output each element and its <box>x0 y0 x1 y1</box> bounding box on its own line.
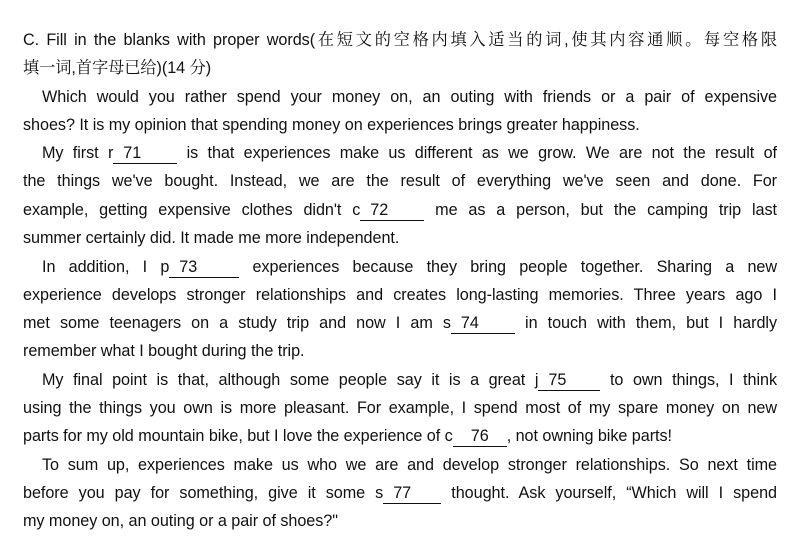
blank-77[interactable]: 77 <box>383 483 441 504</box>
paragraph-2-line-1 <box>42 139 777 167</box>
paragraph-2-line-3 <box>23 196 777 224</box>
text-after-blank: in touch with them, but I hardly <box>514 314 777 332</box>
text-before-blank: met some teenagers on a study trip and now I am s <box>23 314 451 332</box>
paragraph-1-line-2: shoes? It is my opinion that spending money on experiences brings greater happiness. <box>23 116 640 134</box>
blank-76[interactable]: 76 <box>453 426 507 447</box>
paragraph-5-line-2 <box>23 479 777 507</box>
text-after-blank: me as a person, but the camping trip last <box>424 201 777 219</box>
text-after-blank: , not owning bike parts! <box>506 427 672 445</box>
paragraph-4-line-1 <box>42 366 777 394</box>
text-after-blank: to own things, I think <box>600 371 777 389</box>
paragraph-2-line-4: summer certainly did. It made me more independent. <box>23 229 400 247</box>
blank-74[interactable]: 74 <box>451 313 515 334</box>
paragraph-4-line-2: using the things you own is more pleasant. For example, I spend most of my spare money on new <box>23 399 777 417</box>
paragraph-4-line-3 <box>23 422 777 450</box>
paragraph-3-line-4: remember what I bought during the trip. <box>23 342 305 360</box>
blank-71[interactable]: 71 <box>113 143 177 164</box>
text-after-blank: thought. Ask yourself, “Which will I spend <box>441 484 777 502</box>
paragraph-5-line-3: my money on, an outing or a pair of shoes?" <box>23 512 338 530</box>
blank-75[interactable]: 75 <box>538 370 600 391</box>
text-before-blank: parts for my old mountain bike, but I love the experience of c <box>23 427 453 445</box>
paragraph-5-line-1: To sum up, experiences make us who we are and develop stronger relationships. So next time <box>42 456 777 474</box>
paragraph-3-line-1 <box>42 253 777 281</box>
blank-73[interactable]: 73 <box>169 257 239 278</box>
text-after-blank: experiences because they bring people together. Sharing a new <box>239 258 777 276</box>
text-before-blank: before you pay for something, give it some s <box>23 484 384 502</box>
text-before-blank: My first r <box>42 144 114 162</box>
text-before-blank: example, getting expensive clothes didn't c <box>23 201 361 219</box>
paragraph-3-line-3 <box>23 309 777 337</box>
blank-72[interactable]: 72 <box>360 200 424 221</box>
text-after-blank: is that experiences make us different as we grow. We are not the result of <box>177 144 777 162</box>
paragraph-2-line-2: the things we've bought. Instead, we are the result of everything we've seen and done. For <box>23 172 777 190</box>
paragraph-1-line-1: Which would you rather spend your money on, an outing with friends or a pair of expensive <box>42 88 777 106</box>
text-before-blank: In addition, I p <box>42 258 170 276</box>
exercise-instructions-cont: 填一词,首字母已给)(14 分) <box>23 59 212 77</box>
text-before-blank: My final point is that, although some people say it is a great j <box>42 371 539 389</box>
exercise-instructions: C. Fill in the blanks with proper words(在短文的空格内填入适当的词,使其内容通顺。每空格限 <box>23 31 777 49</box>
paragraph-3-line-2: experience develops stronger relationships and creates long-lasting memories. Three years ago I <box>23 286 777 304</box>
